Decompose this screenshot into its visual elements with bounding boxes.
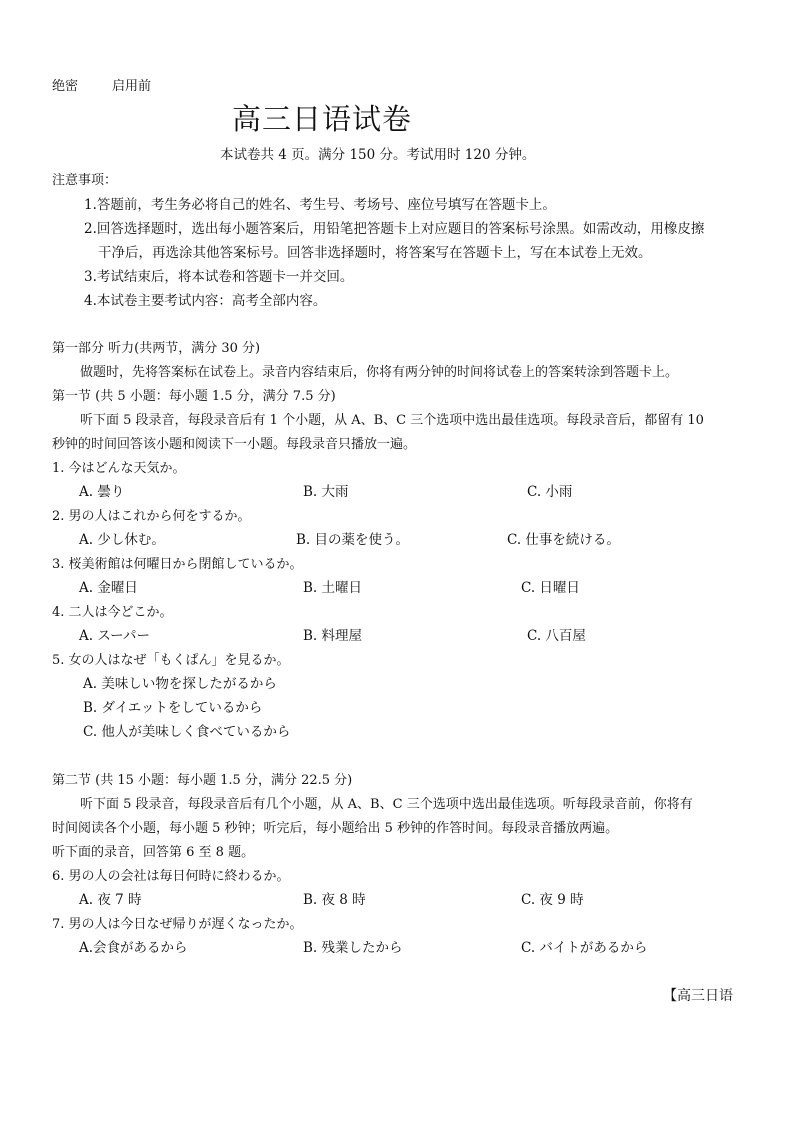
- option-c: C. 夜 9 時: [521, 892, 584, 908]
- note-item: 干净后，再选涂其他答案标号。回答非选择题时，将答案写在答题卡上，写在本试卷上无效。: [98, 245, 652, 261]
- option-b: B. 大雨: [303, 484, 349, 500]
- option-a: A. 金曜日: [79, 580, 138, 596]
- section2-heading: 第二节 (共 15 小题：每小题 1.5 分，满分 22.5 分): [52, 773, 353, 788]
- option-a: A. 少し休む。: [79, 532, 165, 548]
- option-b: B. ダイエットをしているから: [83, 700, 263, 716]
- note-item: 4.本试卷主要考试内容：高考全部内容。: [84, 293, 327, 309]
- option-a: A. スーパー: [79, 628, 150, 644]
- page-footer: 【高三日语: [663, 988, 733, 1004]
- option-c: C. 仕事を続ける。: [507, 532, 620, 548]
- question-3: 3. 桜美術館は何曜日から閉館しているか。: [52, 557, 303, 572]
- section1-instructions-cont: 秒钟的时间回答该小题和阅读下一小题。每段录音只播放一遍。: [52, 437, 417, 452]
- option-b: B. 料理屋: [303, 628, 363, 644]
- option-a: A. 夜 7 時: [79, 892, 142, 908]
- option-c: C. 他人が美味しく食べているから: [83, 724, 291, 740]
- section2-instructions-sub: 听下面的录音，回答第 6 至 8 题。: [52, 845, 255, 860]
- note-item: 2.回答选择题时，选出每小题答案后，用铅笔把答题卡上对应题目的答案标号涂黑。如需改动，用橡皮擦: [84, 221, 705, 237]
- note-item: 1.答题前，考生务必将自己的姓名、考生号、考场号、座位号填写在答题卡上。: [84, 197, 556, 213]
- option-c: C. バイトがあるから: [521, 940, 648, 956]
- option-b: B. 夜 8 時: [303, 892, 366, 908]
- option-a: A.会食があるから: [79, 940, 188, 956]
- option-b: B. 土曜日: [303, 580, 363, 596]
- use-before-text: 启用前: [112, 79, 152, 94]
- option-c: C. 日曜日: [521, 580, 580, 596]
- question-6: 6. 男の人の会社は毎日何時に終わるか。: [52, 869, 290, 884]
- section2-instructions: 听下面 5 段录音，每段录音后有几个小题，从 A、B、C 三个选项中选出最佳选项。听每段录音前，你将有: [80, 797, 693, 812]
- note-item: 3.考试结束后，将本试卷和答题卡一并交回。: [84, 269, 354, 285]
- question-4: 4. 二人は今どこか。: [52, 605, 173, 620]
- question-1: 1. 今はどんな天気か。: [52, 461, 186, 476]
- option-b: B. 目の薬を使う。: [296, 532, 410, 548]
- page-subtitle: 本试卷共 4 页。满分 150 分。考试用时 120 分钟。: [220, 147, 536, 163]
- option-c: C. 小雨: [527, 484, 573, 500]
- option-b: B. 残業したから: [303, 940, 403, 956]
- question-7: 7. 男の人は今日なぜ帰りが遅くなったか。: [52, 917, 303, 932]
- option-c: C. 八百屋: [527, 628, 586, 644]
- part1-heading: 第一部分 听力(共两节，满分 30 分): [52, 341, 261, 356]
- page-title: 高三日语试卷: [232, 102, 413, 136]
- confidential-label: [52, 80, 151, 93]
- section1-instructions: 听下面 5 段录音，每段录音后有 1 个小题，从 A、B、C 三个选项中选出最佳选项。每段录音后，都留有 10: [80, 413, 704, 428]
- question-2: 2. 男の人はこれから何をするか。: [52, 509, 251, 524]
- section1-heading: 第一节 (共 5 小题：每小题 1.5 分，满分 7.5 分): [52, 389, 336, 404]
- notes-heading: 注意事项：: [52, 173, 118, 188]
- section2-instructions-cont: 时间阅读各个小题，每小题 5 秒钟；听完后，每小题给出 5 秒钟的作答时间。每段录音播放两遍。: [52, 821, 619, 836]
- secret-text: 绝密: [52, 79, 79, 94]
- option-a: A. 美味しい物を探したがるから: [83, 676, 277, 692]
- part1-intro: 做题时，先将答案标在试卷上。录音内容结束后，你将有两分钟的时间将试卷上的答案转涂到答题卡上。: [80, 365, 679, 380]
- question-5: 5. 女の人はなぜ「もくぱん」を見るか。: [52, 653, 290, 668]
- option-a: A. 曇り: [79, 484, 125, 500]
